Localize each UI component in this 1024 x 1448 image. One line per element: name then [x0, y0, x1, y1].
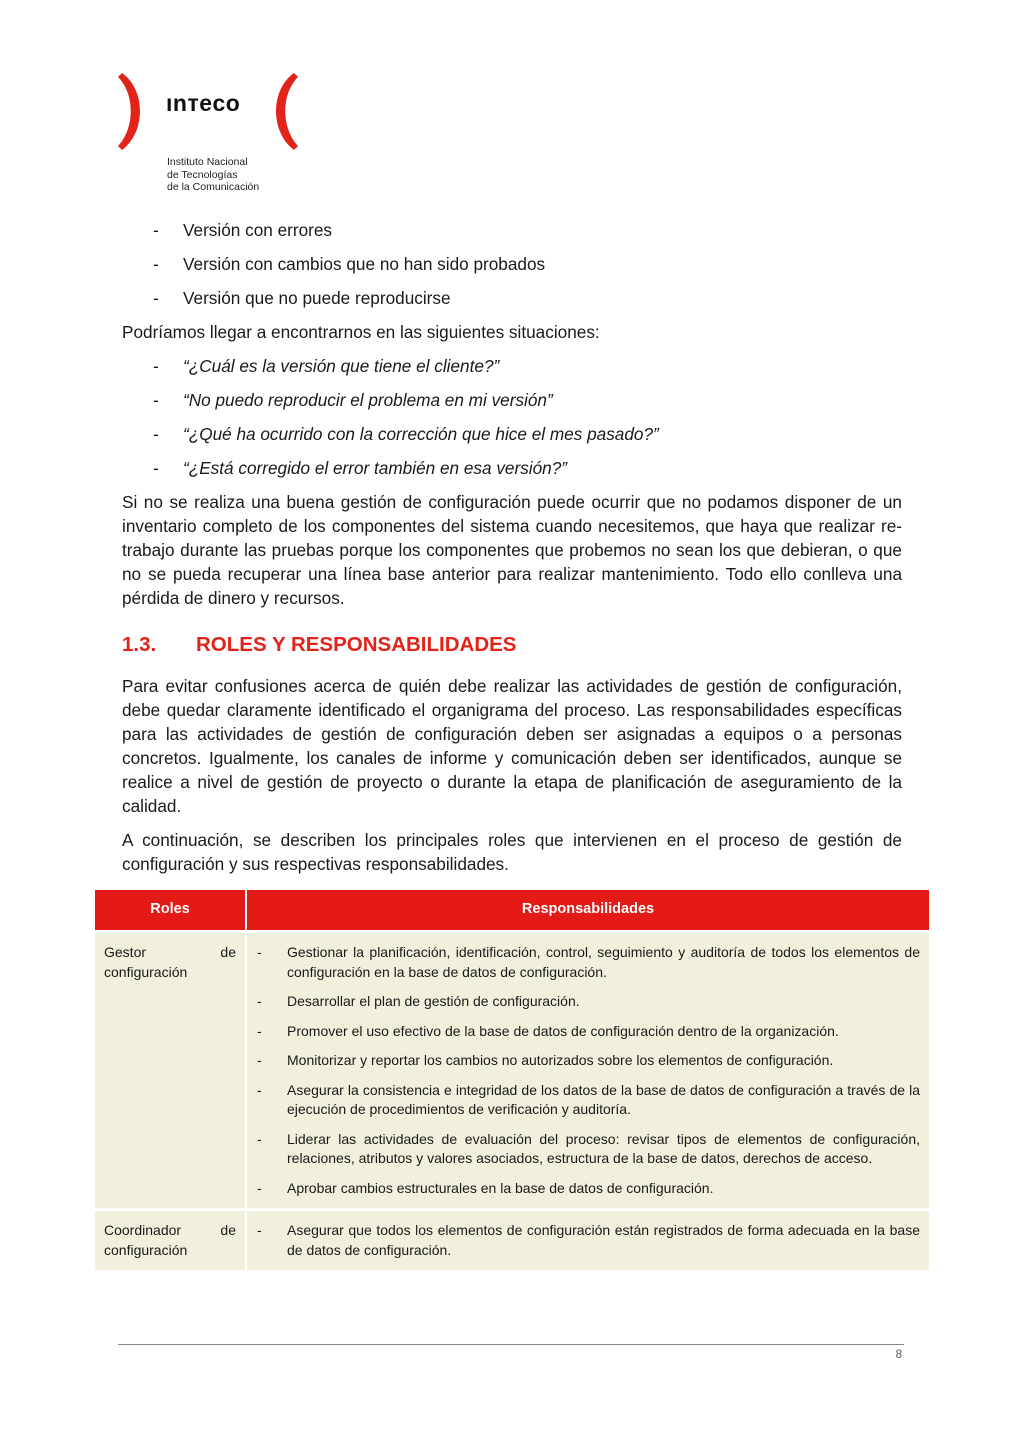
situations-intro: Podríamos llegar a encontrarnos en las siguientes situaciones:	[122, 322, 600, 342]
column-header-roles: Roles	[95, 890, 246, 932]
logo-wordmark: ınтeco	[166, 90, 241, 116]
page-body	[122, 218, 902, 886]
paragraph: Para evitar confusiones acerca de quién debe realizar las actividades de gestión de configuración, debe quedar claramente identificado el organigrama del proceso. Las responsabilidades específicas para las actividades de gestión de configuración deben ser asignadas a equipos o a personas concretos. Igualmente, los canales de informe y comunicación deben ser identificados, aunque se realice a nivel de gestión de proyecto o durante la etapa de planificación de aseguramiento de la calidad.	[122, 676, 902, 816]
page-number: 8	[895, 1349, 902, 1361]
list-item: - Versión con errores	[153, 220, 333, 240]
role-cell: Gestor de configuración	[95, 932, 246, 1210]
responsibilities-list	[256, 1221, 920, 1260]
list-item: - “¿Está corregido el error también en esa versión?”	[153, 458, 568, 478]
section-heading	[122, 632, 902, 658]
column-header-responsibilities: Responsabilidades	[246, 890, 929, 932]
list-item: - Versión que no puede reproducirse	[153, 288, 451, 308]
list-item: - Aprobar cambios estructurales en la base de datos de configuración.	[257, 1179, 714, 1196]
section-title: ROLES Y RESPONSABILIDADES	[196, 633, 517, 656]
roles-table	[95, 890, 929, 1270]
footer-divider	[118, 1344, 904, 1345]
list-item: - “¿Cuál es la versión que tiene el cliente?”	[153, 356, 500, 376]
responsibilities-cell	[246, 1210, 929, 1271]
table-header-row	[95, 890, 929, 932]
role-cell: Coordinador de configuración	[95, 1210, 246, 1271]
list-item: - Gestionar la planificación, identificación, control, seguimiento y auditoría de todos los elementos de configuración en la base de datos de configuración.	[257, 944, 920, 980]
paragraph: A continuación, se describen los principales roles que intervienen en el proceso de gestión de configuración y sus respectivas responsabilidades.	[122, 830, 902, 874]
list-item: - Promover el uso efectivo de la base de datos de configuración dentro de la organización.	[257, 1022, 839, 1039]
responsibilities-list	[256, 943, 920, 1198]
logo-subtitle: Instituto Nacional de Tecnologías de la Comunicación	[167, 156, 260, 193]
responsibilities-cell	[246, 932, 929, 1210]
table-row	[95, 1210, 929, 1271]
quotes-list	[122, 354, 902, 480]
section-number: 1.3.	[122, 633, 157, 656]
list-item: - “¿Qué ha ocurrido con la corrección que hice el mes pasado?”	[153, 424, 659, 444]
version-issues-list	[122, 218, 902, 310]
list-item: - “No puedo reproducir el problema en mi versión”	[153, 390, 553, 410]
list-item: - Monitorizar y reportar los cambios no autorizados sobre los elementos de configuración.	[257, 1052, 834, 1068]
inteco-logo	[118, 70, 318, 200]
list-item: - Versión con cambios que no han sido probados	[153, 254, 546, 274]
list-item: - Desarrollar el plan de gestión de configuración.	[257, 993, 580, 1009]
paragraph: Si no se realiza una buena gestión de configuración puede ocurrir que no podamos disponer de un inventario completo de los componentes del sistema cuando necesitemos, que haya que realizar re-trabajo durante las pruebas porque los componentes que probemos no sean los que debieran, o que no se pueda recuperar una línea base anterior para realizar mantenimiento. Todo ello conlleva una pérdida de dinero y recursos.	[122, 492, 902, 608]
list-item: - Asegurar la consistencia e integridad de los datos de la base de datos de configuración a través de la ejecución de procedimientos de verificación y auditoría.	[257, 1081, 920, 1117]
list-item: - Asegurar que todos los elementos de configuración están registrados de forma adecuada en la base de datos de configuración.	[257, 1222, 920, 1258]
table-row	[95, 932, 929, 1210]
list-item: - Liderar las actividades de evaluación del proceso: revisar tipos de elementos de configuración, relaciones, atributos y valores asociados, estructura de la base de datos, derechos de acceso.	[257, 1130, 920, 1166]
